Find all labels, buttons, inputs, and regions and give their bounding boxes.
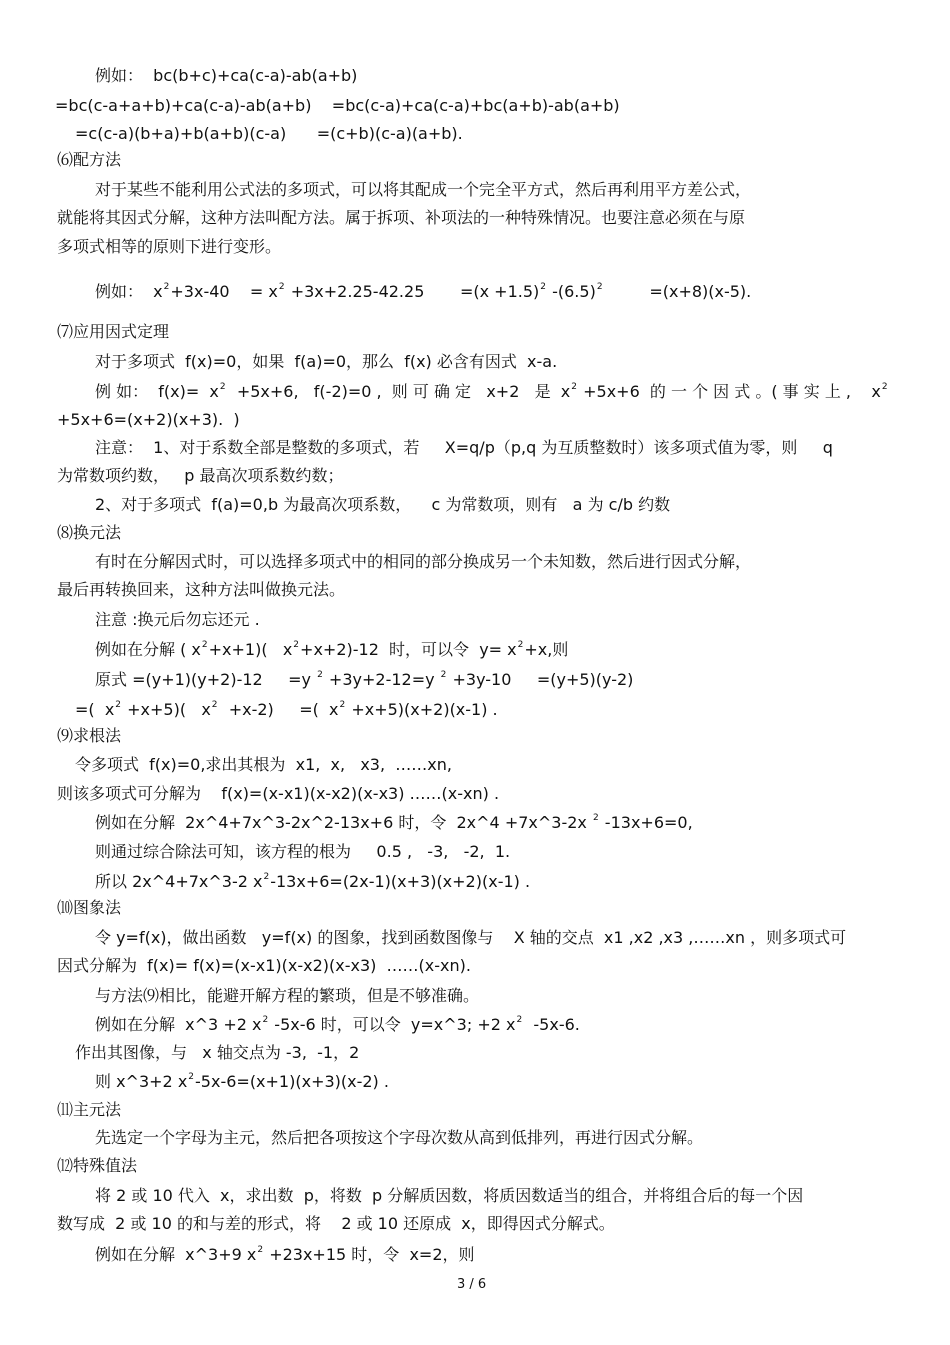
text-run: +x-2) =( x — [218, 700, 339, 719]
text-run: =(x+8)(x-5). — [603, 282, 752, 301]
page-number: 3 / 6 — [457, 1277, 487, 1292]
text-line — [95, 1072, 389, 1095]
superscript: 2 — [596, 282, 603, 292]
text-line: 2、对于多项式 f(a)=0,b 为最高次项系数， c 为常数项，则有 a 为 c/b 约数 — [95, 495, 671, 514]
text-run: +3y-10 =(y+5)(y-2) — [447, 670, 634, 689]
superscript: 2 — [881, 382, 888, 392]
text-line: 因式分解为 f(x)= f(x)=(x-x1)(x-x2)(x-x3) ……(x-xn). — [57, 956, 471, 975]
text-run: +3x+2.25-42.25 =(x +1.5) — [285, 282, 540, 301]
text-run: 所以 2x^4+7x^3-2 x — [95, 872, 263, 891]
text-line: 令 y=f(x)，做出函数 y=f(x) 的图象，找到函数图像与 X 轴的交点 x1 ,x2 ,x3 ,……xn ，则多项式可 — [95, 928, 847, 947]
text-run: 例如： x — [95, 282, 163, 301]
text-line: ⑼求根法 — [57, 726, 122, 745]
superscript: 2 — [263, 872, 270, 882]
superscript: 2 — [257, 1245, 264, 1255]
text-run: -13x+6=(2x-1)(x+3)(x+2)(x-1) . — [270, 872, 531, 891]
superscript: 2 — [278, 282, 285, 292]
text-line — [95, 872, 530, 895]
superscript: 2 — [571, 382, 578, 392]
text-line: 为常数项约数， p 最高次项系数约数； — [57, 466, 344, 485]
text-line: 有时在分解因式时，可以选择多项式中的相同的部分换成另一个未知数，然后进行因式分解， — [95, 552, 752, 571]
text-run: -5x-6. — [523, 1015, 580, 1034]
text-run: 例 如： f(x)= x — [95, 382, 219, 401]
text-line: 与方法⑼相比，能避开解方程的繁琐，但是不够准确。 — [95, 986, 480, 1005]
text-run: -5x-6=(x+1)(x+3)(x-2) . — [195, 1072, 389, 1091]
text-run: +3y+2-12=y — [323, 670, 440, 689]
text-line: 则该多项式可分解为 f(x)=(x-x1)(x-x2)(x-x3) ……(x-xn) . — [57, 784, 500, 803]
text-run: 例如在分解 ( x — [95, 640, 201, 659]
superscript: 2 — [201, 640, 208, 650]
superscript: 2 — [317, 670, 323, 680]
text-run: 例如在分解 2x^4+7x^3-2x^2-13x+6 时，令 2x^4 +7x^3-2x — [95, 813, 592, 832]
superscript: 2 — [540, 282, 547, 292]
superscript: 2 — [516, 1015, 523, 1025]
text-run: +x+1)( x — [208, 640, 293, 659]
text-run: +x+2)-12 时，可以令 y= x — [300, 640, 517, 659]
superscript: 2 — [262, 1015, 269, 1025]
text-run: 则 x^3+2 x — [95, 1072, 188, 1091]
text-line: 对于某些不能利用公式法的多项式，可以将其配成一个完全平方式，然后再利用平方差公式， — [95, 180, 752, 199]
text-line: 就能将其因式分解，这种方法叫配方法。属于拆项、补项法的一种特殊情况。也要注意必须在与原 — [57, 208, 746, 227]
text-line — [95, 1245, 475, 1268]
text-line: ⑿特殊值法 — [57, 1156, 138, 1175]
text-line — [95, 670, 633, 693]
superscript: 2 — [592, 813, 599, 823]
text-line: 先选定一个字母为主元，然后把各项按这个字母次数从高到低排列，再进行因式分解。 — [95, 1128, 704, 1147]
text-line — [95, 813, 693, 836]
text-run: 原式 =(y+1)(y+2)-12 =y — [95, 670, 317, 689]
text-line: 数写成 2 或 10 的和与差的形式，将 2 或 10 还原成 x，即得因式分解式。 — [57, 1214, 615, 1233]
text-run: +x,则 — [524, 640, 569, 659]
text-line: ⑾主元法 — [57, 1100, 122, 1119]
text-line — [95, 282, 751, 305]
text-line: =c(c-a)(b+a)+b(a+b)(c-a) =(c+b)(c-a)(a+b). — [75, 124, 463, 143]
superscript: 2 — [517, 640, 524, 650]
text-line: ⑽图象法 — [57, 898, 122, 917]
superscript: 2 — [115, 700, 122, 710]
text-run: +23x+15 时，令 x=2，则 — [264, 1245, 475, 1264]
text-run: -13x+6=0, — [599, 813, 693, 832]
text-run: +x+5)(x+2)(x-1) . — [346, 700, 498, 719]
superscript: 2 — [339, 700, 346, 710]
text-line: 令多项式 f(x)=0,求出其根为 x1, x, x3, ……xn, — [75, 755, 452, 774]
text-line — [75, 700, 498, 723]
text-line: ⑹配方法 — [57, 150, 122, 169]
superscript: 2 — [293, 640, 300, 650]
superscript: 2 — [219, 382, 226, 392]
superscript: 2 — [188, 1072, 195, 1082]
text-run: -(6.5) — [547, 282, 596, 301]
text-line: 最后再转换回来，这种方法叫做换元法。 — [57, 580, 346, 599]
text-line: 将 2 或 10 代入 x，求出数 p，将数 p 分解质因数，将质因数适当的组合，并将组合后的每一个因 — [95, 1186, 804, 1205]
superscript: 2 — [440, 670, 447, 680]
text-line: =bc(c-a+a+b)+ca(c-a)-ab(a+b) =bc(c-a)+ca(c-a)+bc(a+b)-ab(a+b) — [55, 96, 620, 115]
text-line: ⑻换元法 — [57, 523, 122, 542]
text-line: ⑺应用因式定理 — [57, 322, 170, 341]
text-line: 注意 :换元后勿忘还元 . — [95, 610, 260, 629]
superscript: 2 — [211, 700, 218, 710]
text-line — [95, 640, 568, 663]
text-line: 对于多项式 f(x)=0，如果 f(a)=0，那么 f(x) 必含有因式 x-a. — [95, 352, 558, 371]
text-run: 例如在分解 x^3 +2 x — [95, 1015, 262, 1034]
text-line — [95, 382, 889, 405]
text-run: +5x+6 的 一 个 因 式 。( 事 实 上 , x — [578, 382, 881, 401]
text-line: 注意： 1、对于系数全部是整数的多项式，若 X=q/p（p,q 为互质整数时）该多项式值为零，则 q — [95, 438, 833, 457]
text-run: +3x-40 = x — [170, 282, 278, 301]
text-line: 作出其图像，与 x 轴交点为 -3, -1，2 — [75, 1043, 360, 1062]
text-line: 多项式相等的原则下进行变形。 — [57, 237, 282, 256]
text-run: 例如在分解 x^3+9 x — [95, 1245, 257, 1264]
text-line: 例如： bc(b+c)+ca(c-a)-ab(a+b) — [95, 66, 358, 85]
text-line — [95, 1015, 580, 1038]
text-run: +x+5)( x — [122, 700, 211, 719]
text-run: =( x — [75, 700, 115, 719]
text-line: 则通过综合除法可知，该方程的根为 0.5 , -3, -2, 1. — [95, 842, 511, 861]
text-run: +5x+6, f(-2)=0 , 则 可 确 定 x+2 是 x — [226, 382, 571, 401]
text-run: -5x-6 时，可以令 y=x^3; +2 x — [269, 1015, 516, 1034]
text-line: +5x+6=(x+2)(x+3). ) — [57, 410, 240, 429]
superscript: 2 — [163, 282, 170, 292]
